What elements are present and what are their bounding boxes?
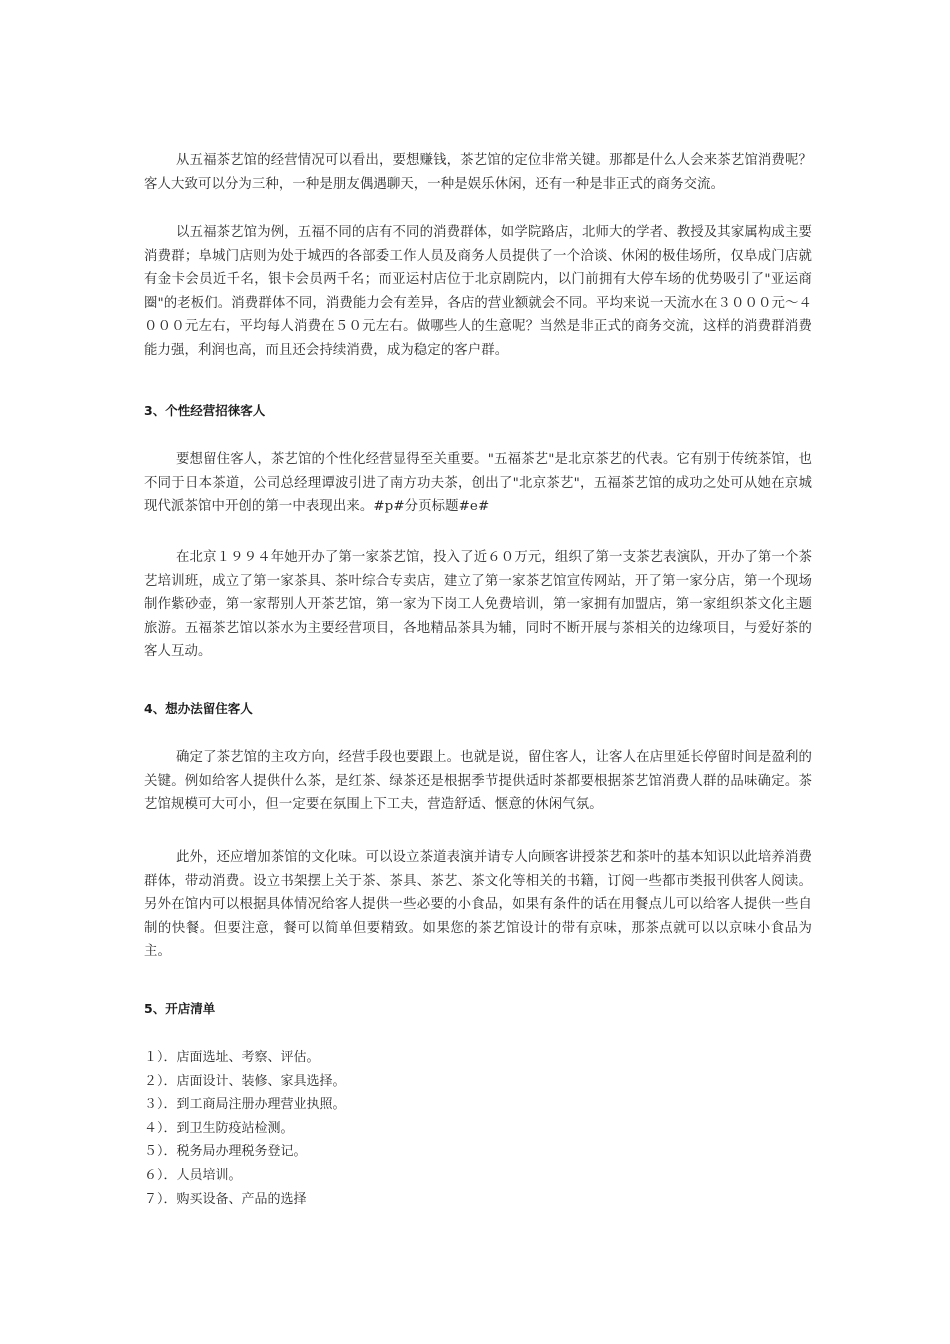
heading-section-3: 3、个性经营招徕客人 [144,403,266,418]
heading-section-4: 4、想办法留住客人 [144,701,253,716]
paragraph-personalized-management: 要想留住客人，茶艺馆的个性化经营显得至关重要。"五福茶艺"是北京茶艺的代表。它有别于传统茶馆，也不同于日本茶道，公司总经理谭波引进了南方功夫茶，创出了"北京茶艺"，五福茶艺馆的成功之处可从她在京城现代派茶馆中开创的第一中表现出来。#p#分页标题#e# [144,452,812,514]
paragraph-wufu-example: 以五福茶艺馆为例，五福不同的店有不同的消费群体，如学院路店，北师大的学者、教授及其家属构成主要消费群；阜城门店则为处于城西的各部委工作人员及商务人员提供了一个洽谈、休闲的极佳场所，仅阜成门店就有金卡会员近千名，银卡会员两千名；而亚运村店位于北京剧院内，以门前拥有大停车场的优势吸引了"亚运商圈"的老板们。消费群体不同，消费能力会有差异，各店的营业额就会不同。平均来说一天流水在３０００元～４０００元左右，平均每人消费在５０元左右。做哪些人的生意呢？当然是非正式的商务交流，这样的消费群消费能力强，利润也高，而且还会持续消费，成为稳定的客户群。 [144,225,812,358]
heading-section-5: 5、开店清单 [144,1001,216,1016]
checklist-item: ６）．人员培训。 [144,1167,242,1183]
checklist-item: ３）．到工商局注册办理营业执照。 [144,1097,346,1113]
checklist-item: ７）．购买设备、产品的选择 [144,1191,307,1207]
checklist-item: ２）．店面设计、装修、家具选择。 [144,1073,346,1089]
checklist-item: ５）．税务局办理税务登记。 [144,1144,307,1160]
paragraph-culture: 此外，还应增加茶馆的文化味。可以设立茶道表演并请专人向顾客讲授茶艺和茶叶的基本知识以此培养消费群体，带动消费。设立书架摆上关于茶、茶具、茶艺、茶文化等相关的书籍，订阅一些都市类报刊供客人阅读。另外在馆内可以根据具体情况给客人提供一些必要的小食品，如果有条件的话在用餐点儿可以给客人提供一些自制的快餐。但要注意，餐可以简单但要精致。如果您的茶艺馆设计的带有京味，那茶点就可以以京味小食品为主。 [144,850,812,959]
paragraph-positioning-intro: 从五福茶艺馆的经营情况可以看出，要想赚钱，茶艺馆的定位非常关键。那都是什么人会来茶艺馆消费呢？客人大致可以分为三种，一种是朋友偶遇聊天，一种是娱乐休闲，还有一种是非正式的商务交流。 [144,153,812,192]
opening-checklist [144,1046,812,1211]
paragraph-retain-customers: 确定了茶艺馆的主攻方向，经营手段也要跟上。也就是说，留住客人，让客人在店里延长停留时间是盈利的关键。例如给客人提供什么茶，是红茶、绿茶还是根据季节提供适时茶都要根据茶艺馆消费人群的品味确定。茶艺馆规模可大可小，但一定要在氛围上下工夫，营造舒适、惬意的休闲气氛。 [144,750,812,812]
checklist-item: ４）．到卫生防疫站检测。 [144,1120,294,1136]
checklist-item: １）．店面选址、考察、评估。 [144,1050,320,1065]
paragraph-firsts-history: 在北京１９９４年她开办了第一家茶艺馆，投入了近６０万元，组织了第一支茶艺表演队，开办了第一个茶艺培训班，成立了第一家茶具、茶叶综合专卖店，建立了第一家茶艺馆宣传网站，开了第一家分店，第一个现场制作紫砂壶，第一家帮别人开茶艺馆，第一家为下岗工人免费培训，第一家拥有加盟店，第一家组织茶文化主题旅游。五福茶艺馆以茶水为主要经营项目，各地精品茶具为辅，同时不断开展与茶相关的边缘项目，与爱好茶的客人互动。 [144,550,812,659]
